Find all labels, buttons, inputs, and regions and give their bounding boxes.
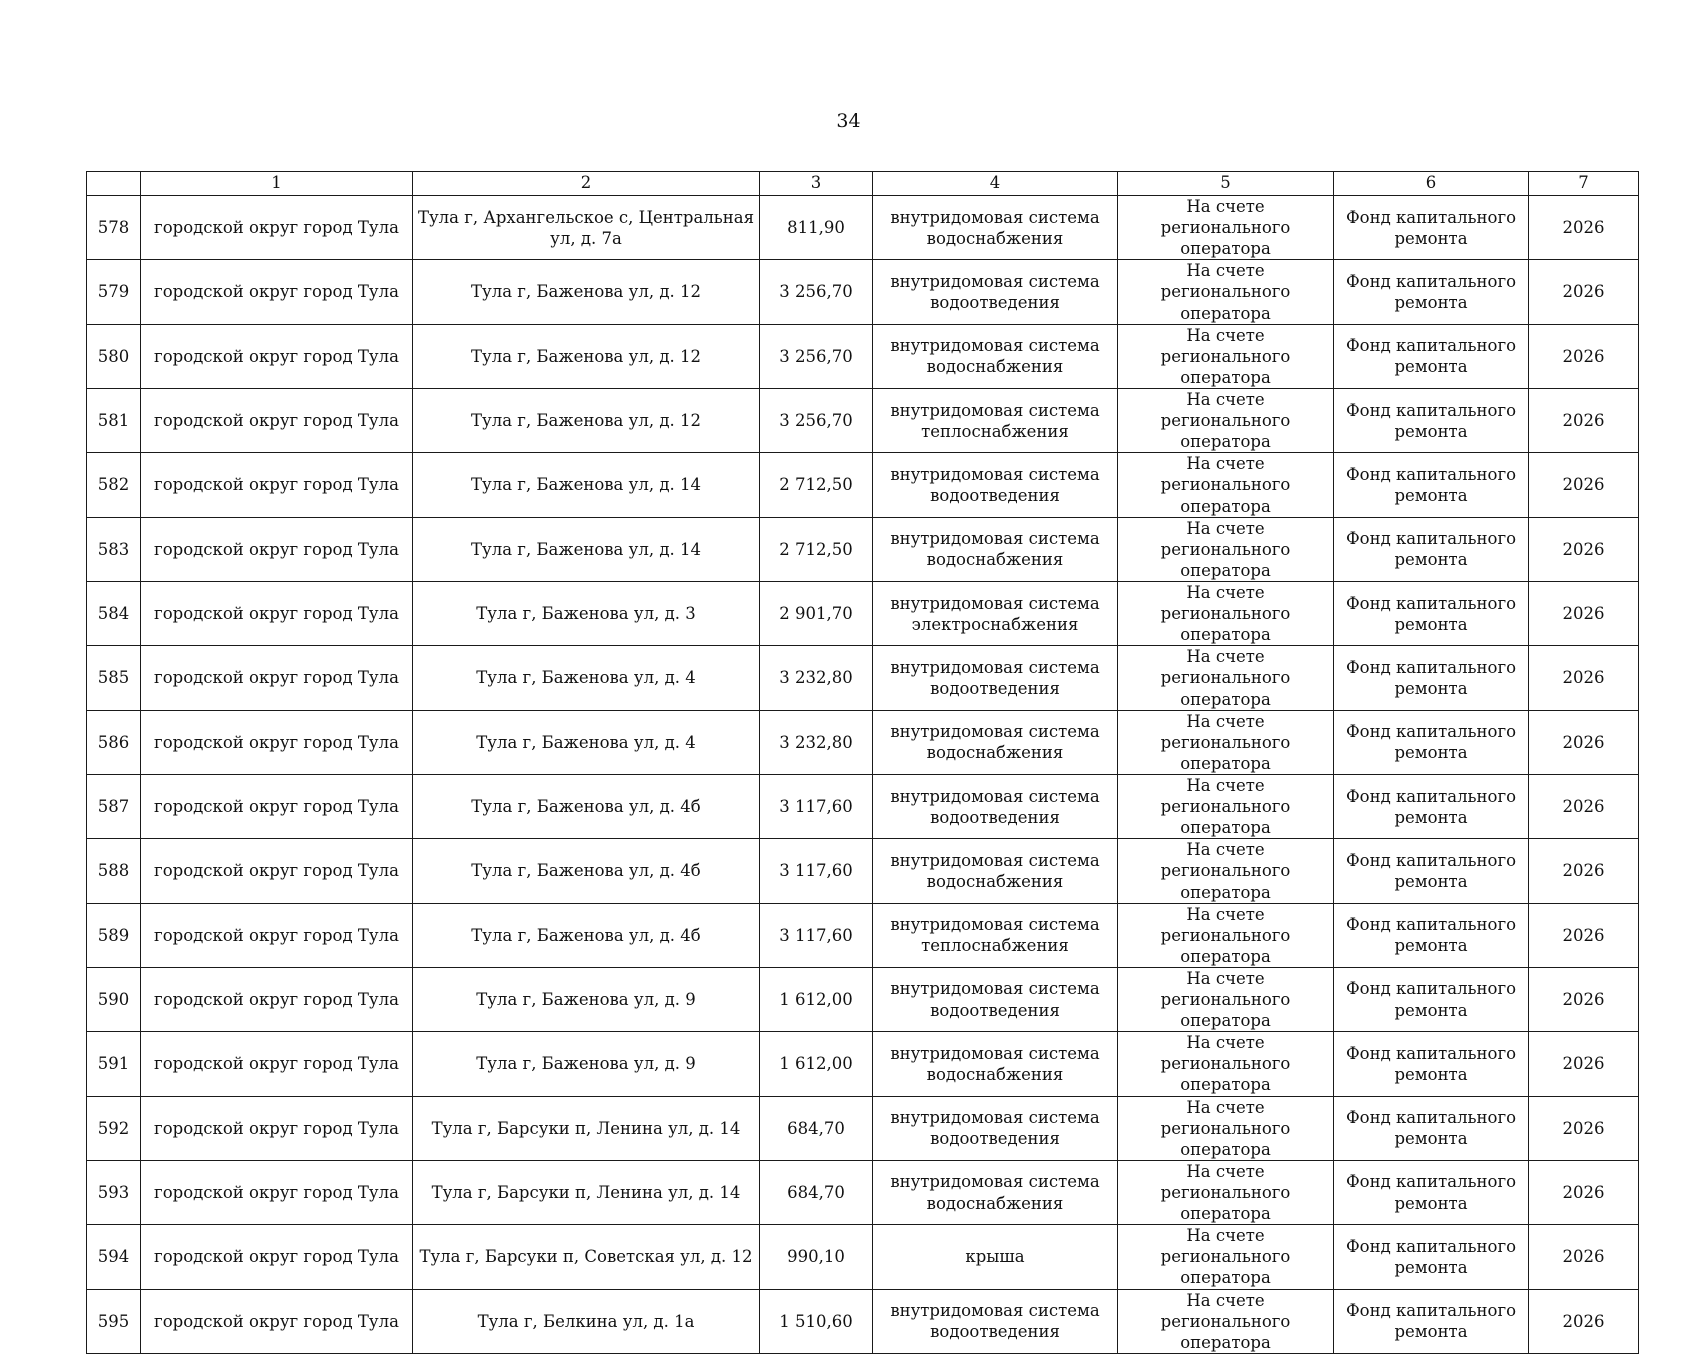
row-number-cell: 580 bbox=[87, 324, 141, 388]
table-row bbox=[87, 839, 1639, 903]
area-cell: 3 256,70 bbox=[760, 388, 873, 452]
header-cell-5: 5 bbox=[1118, 172, 1334, 196]
address-cell: Тула г, Баженова ул, д. 4б bbox=[413, 839, 760, 903]
address-cell: Тула г, Барсуки п, Советская ул, д. 12 bbox=[413, 1225, 760, 1289]
address-cell: Тула г, Баженова ул, д. 4б bbox=[413, 903, 760, 967]
area-cell: 990,10 bbox=[760, 1225, 873, 1289]
year-cell: 2026 bbox=[1529, 710, 1639, 774]
year-cell: 2026 bbox=[1529, 1225, 1639, 1289]
funding-source-cell: Фонд капитального ремонта bbox=[1334, 710, 1529, 774]
funding-source-cell: Фонд капитального ремонта bbox=[1334, 453, 1529, 517]
fund-account-cell: На счете регионального оператора bbox=[1118, 1096, 1334, 1160]
year-cell: 2026 bbox=[1529, 1160, 1639, 1224]
fund-account-cell: На счете регионального оператора bbox=[1118, 1032, 1334, 1096]
municipality-cell: городской округ город Тула bbox=[141, 1096, 413, 1160]
table-row bbox=[87, 1160, 1639, 1224]
repair-work-cell: внутридомовая система теплоснабжения bbox=[873, 903, 1118, 967]
funding-source-cell: Фонд капитального ремонта bbox=[1334, 646, 1529, 710]
year-cell: 2026 bbox=[1529, 324, 1639, 388]
area-cell: 3 117,60 bbox=[760, 774, 873, 838]
address-cell: Тула г, Баженова ул, д. 12 bbox=[413, 260, 760, 324]
year-cell: 2026 bbox=[1529, 581, 1639, 645]
repair-work-cell: внутридомовая система электроснабжения bbox=[873, 581, 1118, 645]
funding-source-cell: Фонд капитального ремонта bbox=[1334, 1160, 1529, 1224]
fund-account-cell: На счете регионального оператора bbox=[1118, 324, 1334, 388]
year-cell: 2026 bbox=[1529, 453, 1639, 517]
row-number-cell: 591 bbox=[87, 1032, 141, 1096]
row-number-cell: 585 bbox=[87, 646, 141, 710]
fund-account-cell: На счете регионального оператора bbox=[1118, 774, 1334, 838]
funding-source-cell: Фонд капитального ремонта bbox=[1334, 967, 1529, 1031]
row-number-cell: 582 bbox=[87, 453, 141, 517]
address-cell: Тула г, Баженова ул, д. 9 bbox=[413, 1032, 760, 1096]
area-cell: 811,90 bbox=[760, 196, 873, 260]
table-row bbox=[87, 517, 1639, 581]
address-cell: Тула г, Баженова ул, д. 4б bbox=[413, 774, 760, 838]
year-cell: 2026 bbox=[1529, 1096, 1639, 1160]
address-cell: Тула г, Баженова ул, д. 4 bbox=[413, 646, 760, 710]
fund-account-cell: На счете регионального оператора bbox=[1118, 839, 1334, 903]
funding-source-cell: Фонд капитального ремонта bbox=[1334, 1096, 1529, 1160]
funding-source-cell: Фонд капитального ремонта bbox=[1334, 1289, 1529, 1353]
header-cell-4: 4 bbox=[873, 172, 1118, 196]
address-cell: Тула г, Архангельское с, Центральная ул, д. 7а bbox=[413, 196, 760, 260]
table-row bbox=[87, 196, 1639, 260]
table-row bbox=[87, 646, 1639, 710]
repair-work-cell: внутридомовая система водоснабжения bbox=[873, 196, 1118, 260]
row-number-cell: 593 bbox=[87, 1160, 141, 1224]
fund-account-cell: На счете регионального оператора bbox=[1118, 967, 1334, 1031]
municipality-cell: городской округ город Тула bbox=[141, 453, 413, 517]
funding-source-cell: Фонд капитального ремонта bbox=[1334, 581, 1529, 645]
address-cell: Тула г, Барсуки п, Ленина ул, д. 14 bbox=[413, 1160, 760, 1224]
address-cell: Тула г, Белкина ул, д. 1а bbox=[413, 1289, 760, 1353]
repair-work-cell: внутридомовая система водоотведения bbox=[873, 967, 1118, 1031]
row-number-cell: 588 bbox=[87, 839, 141, 903]
municipality-cell: городской округ город Тула bbox=[141, 260, 413, 324]
table-row bbox=[87, 388, 1639, 452]
repair-work-cell: внутридомовая система водоотведения bbox=[873, 1289, 1118, 1353]
repair-work-cell: внутридомовая система водоснабжения bbox=[873, 1032, 1118, 1096]
funding-source-cell: Фонд капитального ремонта bbox=[1334, 1225, 1529, 1289]
area-cell: 2 712,50 bbox=[760, 517, 873, 581]
capital-repair-table bbox=[86, 171, 1639, 1354]
column-number-header-row bbox=[87, 172, 1639, 196]
table-row bbox=[87, 903, 1639, 967]
area-cell: 2 901,70 bbox=[760, 581, 873, 645]
fund-account-cell: На счете регионального оператора bbox=[1118, 710, 1334, 774]
address-cell: Тула г, Баженова ул, д. 12 bbox=[413, 388, 760, 452]
repair-work-cell: внутридомовая система водоснабжения bbox=[873, 517, 1118, 581]
year-cell: 2026 bbox=[1529, 903, 1639, 967]
municipality-cell: городской округ город Тула bbox=[141, 839, 413, 903]
municipality-cell: городской округ город Тула bbox=[141, 646, 413, 710]
area-cell: 3 117,60 bbox=[760, 903, 873, 967]
header-cell-1: 1 bbox=[141, 172, 413, 196]
area-cell: 684,70 bbox=[760, 1160, 873, 1224]
repair-work-cell: внутридомовая система водоснабжения bbox=[873, 839, 1118, 903]
row-number-cell: 592 bbox=[87, 1096, 141, 1160]
header-cell-7: 7 bbox=[1529, 172, 1639, 196]
year-cell: 2026 bbox=[1529, 1289, 1639, 1353]
area-cell: 3 232,80 bbox=[760, 710, 873, 774]
municipality-cell: городской округ город Тула bbox=[141, 581, 413, 645]
fund-account-cell: На счете регионального оператора bbox=[1118, 517, 1334, 581]
repair-work-cell: внутридомовая система водоснабжения bbox=[873, 710, 1118, 774]
address-cell: Тула г, Баженова ул, д. 3 bbox=[413, 581, 760, 645]
area-cell: 2 712,50 bbox=[760, 453, 873, 517]
table-row bbox=[87, 967, 1639, 1031]
year-cell: 2026 bbox=[1529, 839, 1639, 903]
address-cell: Тула г, Баженова ул, д. 4 bbox=[413, 710, 760, 774]
address-cell: Тула г, Баженова ул, д. 12 bbox=[413, 324, 760, 388]
fund-account-cell: На счете регионального оператора bbox=[1118, 260, 1334, 324]
repair-work-cell: внутридомовая система водоотведения bbox=[873, 453, 1118, 517]
area-cell: 3 256,70 bbox=[760, 260, 873, 324]
row-number-cell: 587 bbox=[87, 774, 141, 838]
row-number-cell: 589 bbox=[87, 903, 141, 967]
fund-account-cell: На счете регионального оператора bbox=[1118, 646, 1334, 710]
address-cell: Тула г, Баженова ул, д. 14 bbox=[413, 453, 760, 517]
year-cell: 2026 bbox=[1529, 646, 1639, 710]
fund-account-cell: На счете регионального оператора bbox=[1118, 1160, 1334, 1224]
row-number-cell: 594 bbox=[87, 1225, 141, 1289]
table-row bbox=[87, 774, 1639, 838]
municipality-cell: городской округ город Тула bbox=[141, 774, 413, 838]
funding-source-cell: Фонд капитального ремонта bbox=[1334, 903, 1529, 967]
table-row bbox=[87, 1289, 1639, 1353]
area-cell: 3 117,60 bbox=[760, 839, 873, 903]
table-row bbox=[87, 260, 1639, 324]
year-cell: 2026 bbox=[1529, 517, 1639, 581]
funding-source-cell: Фонд капитального ремонта bbox=[1334, 388, 1529, 452]
fund-account-cell: На счете регионального оператора bbox=[1118, 1289, 1334, 1353]
municipality-cell: городской округ город Тула bbox=[141, 710, 413, 774]
municipality-cell: городской округ город Тула bbox=[141, 324, 413, 388]
page-number: 34 bbox=[836, 110, 861, 132]
year-cell: 2026 bbox=[1529, 774, 1639, 838]
municipality-cell: городской округ город Тула bbox=[141, 196, 413, 260]
address-cell: Тула г, Баженова ул, д. 14 bbox=[413, 517, 760, 581]
address-cell: Тула г, Барсуки п, Ленина ул, д. 14 bbox=[413, 1096, 760, 1160]
row-number-cell: 595 bbox=[87, 1289, 141, 1353]
area-cell: 1 612,00 bbox=[760, 967, 873, 1031]
row-number-cell: 584 bbox=[87, 581, 141, 645]
fund-account-cell: На счете регионального оператора bbox=[1118, 388, 1334, 452]
header-cell-6: 6 bbox=[1334, 172, 1529, 196]
year-cell: 2026 bbox=[1529, 196, 1639, 260]
row-number-cell: 590 bbox=[87, 967, 141, 1031]
funding-source-cell: Фонд капитального ремонта bbox=[1334, 1032, 1529, 1096]
fund-account-cell: На счете регионального оператора bbox=[1118, 903, 1334, 967]
table-row bbox=[87, 710, 1639, 774]
repair-work-cell: внутридомовая система водоотведения bbox=[873, 774, 1118, 838]
municipality-cell: городской округ город Тула bbox=[141, 517, 413, 581]
header-cell-2: 2 bbox=[413, 172, 760, 196]
year-cell: 2026 bbox=[1529, 388, 1639, 452]
area-cell: 684,70 bbox=[760, 1096, 873, 1160]
row-number-cell: 581 bbox=[87, 388, 141, 452]
table-row bbox=[87, 324, 1639, 388]
row-number-cell: 586 bbox=[87, 710, 141, 774]
header-cell-blank bbox=[87, 172, 141, 196]
repair-work-cell: внутридомовая система водоснабжения bbox=[873, 1160, 1118, 1224]
funding-source-cell: Фонд капитального ремонта bbox=[1334, 324, 1529, 388]
repair-work-cell: внутридомовая система водоотведения bbox=[873, 646, 1118, 710]
repair-work-cell: внутридомовая система водоснабжения bbox=[873, 324, 1118, 388]
table-row bbox=[87, 581, 1639, 645]
year-cell: 2026 bbox=[1529, 1032, 1639, 1096]
address-cell: Тула г, Баженова ул, д. 9 bbox=[413, 967, 760, 1031]
year-cell: 2026 bbox=[1529, 260, 1639, 324]
area-cell: 1 510,60 bbox=[760, 1289, 873, 1353]
repair-work-cell: внутридомовая система водоотведения bbox=[873, 260, 1118, 324]
row-number-cell: 583 bbox=[87, 517, 141, 581]
municipality-cell: городской округ город Тула bbox=[141, 967, 413, 1031]
year-cell: 2026 bbox=[1529, 967, 1639, 1031]
table-row bbox=[87, 1032, 1639, 1096]
row-number-cell: 578 bbox=[87, 196, 141, 260]
municipality-cell: городской округ город Тула bbox=[141, 1160, 413, 1224]
area-cell: 1 612,00 bbox=[760, 1032, 873, 1096]
funding-source-cell: Фонд капитального ремонта bbox=[1334, 196, 1529, 260]
funding-source-cell: Фонд капитального ремонта bbox=[1334, 774, 1529, 838]
table-row bbox=[87, 1096, 1639, 1160]
header-cell-3: 3 bbox=[760, 172, 873, 196]
fund-account-cell: На счете регионального оператора bbox=[1118, 453, 1334, 517]
row-number-cell: 579 bbox=[87, 260, 141, 324]
table-row bbox=[87, 1225, 1639, 1289]
fund-account-cell: На счете регионального оператора bbox=[1118, 581, 1334, 645]
repair-work-cell: внутридомовая система водоотведения bbox=[873, 1096, 1118, 1160]
funding-source-cell: Фонд капитального ремонта bbox=[1334, 260, 1529, 324]
funding-source-cell: Фонд капитального ремонта bbox=[1334, 839, 1529, 903]
municipality-cell: городской округ город Тула bbox=[141, 1289, 413, 1353]
area-cell: 3 232,80 bbox=[760, 646, 873, 710]
table-row bbox=[87, 453, 1639, 517]
municipality-cell: городской округ город Тула bbox=[141, 1032, 413, 1096]
municipality-cell: городской округ город Тула bbox=[141, 1225, 413, 1289]
repair-work-cell: внутридомовая система теплоснабжения bbox=[873, 388, 1118, 452]
municipality-cell: городской округ город Тула bbox=[141, 388, 413, 452]
fund-account-cell: На счете регионального оператора bbox=[1118, 1225, 1334, 1289]
funding-source-cell: Фонд капитального ремонта bbox=[1334, 517, 1529, 581]
repair-work-cell: крыша bbox=[873, 1225, 1118, 1289]
area-cell: 3 256,70 bbox=[760, 324, 873, 388]
municipality-cell: городской округ город Тула bbox=[141, 903, 413, 967]
fund-account-cell: На счете регионального оператора bbox=[1118, 196, 1334, 260]
